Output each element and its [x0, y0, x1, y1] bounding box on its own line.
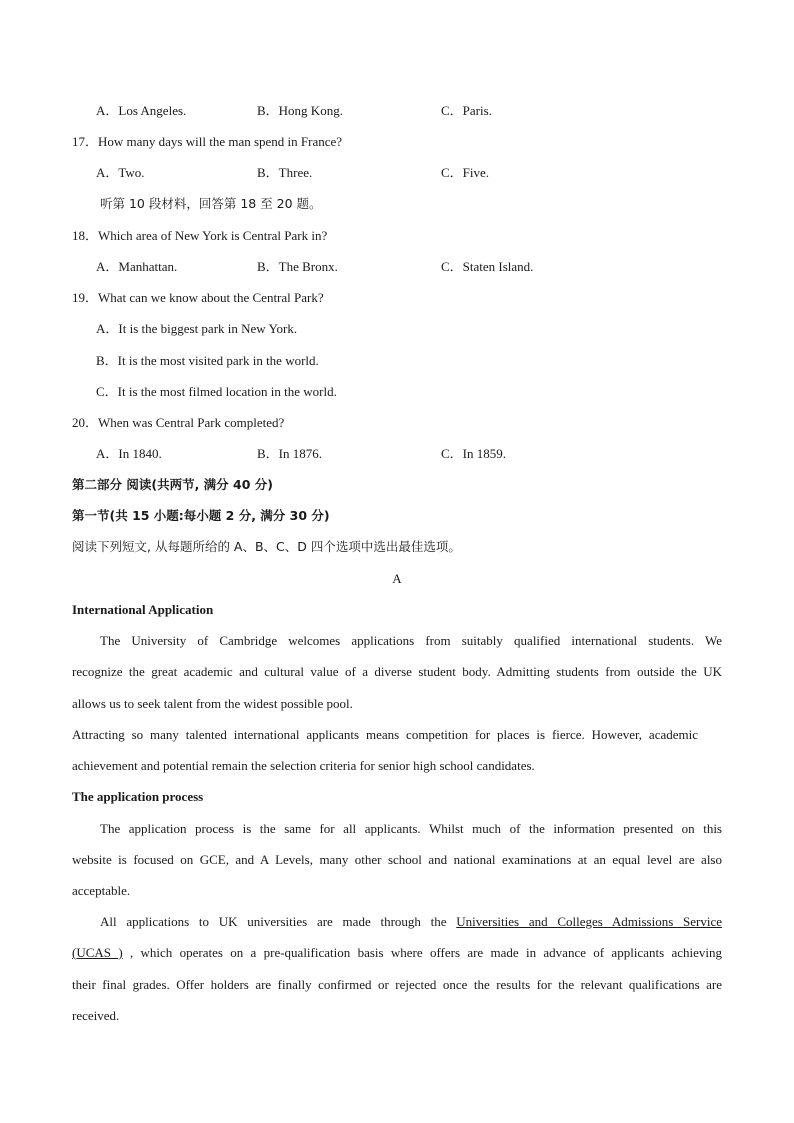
q18-option-a: A．Manhattan. [96, 259, 178, 274]
reading-instruction: 阅读下列短文, 从每题所给的 A、B、C、D 四个选项中选出最佳选项。 [72, 539, 461, 554]
part2-title: 第二部分 阅读(共两节, 满分 40 分) [72, 477, 273, 492]
q16-option-a: A．Los Angeles. [96, 103, 187, 118]
paragraph-3-line-1: The application process is the same for all applicants. Whilst much of the information presented on this [100, 821, 722, 836]
q16-option-c: C．Paris. [441, 103, 492, 118]
ucas-abbrev-link[interactable]: (UCAS ) [72, 945, 123, 960]
q20-option-c: C．In 1859. [441, 446, 507, 461]
paragraph-4-line-1: All applications to UK universities are made through the Universities and Colleges Admissions Service [100, 914, 722, 929]
paragraph-2-line-1: Attracting so many talented international applicants means competition for places is fierce. However, academic [72, 727, 698, 742]
ucas-link[interactable]: Universities and Colleges Admissions Service [456, 914, 722, 929]
q17-question: 17．How many days will the man spend in France? [72, 134, 343, 149]
q19-option-a: A．It is the biggest park in New York. [96, 321, 298, 336]
paragraph-4-line-3: their final grades. Offer holders are finally confirmed or rejected once the results for the relevant qualifications are [72, 977, 722, 992]
q18-option-b: B．The Bronx. [257, 259, 338, 274]
paragraph-1-line-2: recognize the great academic and cultural value of a diverse student body. Admitting students from outside the UK [72, 664, 722, 679]
q19-question: 19．What can we know about the Central Park? [72, 290, 324, 305]
paragraph-3-line-3: acceptable. [72, 883, 131, 898]
passage-heading-process: The application process [72, 789, 204, 804]
q19-option-c: C．It is the most filmed location in the world. [96, 384, 337, 399]
q20-option-b: B．In 1876. [257, 446, 323, 461]
q18-option-c: C．Staten Island. [441, 259, 534, 274]
q20-option-a: A．In 1840. [96, 446, 162, 461]
paragraph-1-line-1: The University of Cambridge welcomes applications from suitably qualified international students. We [100, 633, 722, 648]
paragraph-2-line-2: achievement and potential remain the selection criteria for senior high school candidates. [72, 758, 535, 773]
q20-question: 20．When was Central Park completed? [72, 415, 285, 430]
listening-instruction: 听第 10 段材料，回答第 18 至 20 题。 [100, 196, 322, 211]
q17-option-b: B．Three. [257, 165, 313, 180]
paragraph-1-line-3: allows us to seek talent from the widest possible pool. [72, 696, 353, 711]
section1-title: 第一节(共 15 小题:每小题 2 分, 满分 30 分) [72, 508, 330, 523]
passage-heading-international: International Application [72, 602, 214, 617]
passage-letter: A [392, 571, 402, 586]
q16-option-b: B．Hong Kong. [257, 103, 343, 118]
paragraph-4-line-2: (UCAS ) , which operates on a pre-qualification basis where offers are made in advance of applicants achieving [72, 945, 722, 960]
q17-option-c: C．Five. [441, 165, 490, 180]
paragraph-4-line-4: received. [72, 1008, 120, 1023]
q19-option-b: B．It is the most visited park in the world. [96, 353, 319, 368]
q18-question: 18．Which area of New York is Central Park in? [72, 228, 328, 243]
paragraph-3-line-2: website is focused on GCE, and A Levels, many other school and national examinations at an equal level are also [72, 852, 722, 867]
q17-option-a: A．Two. [96, 165, 145, 180]
